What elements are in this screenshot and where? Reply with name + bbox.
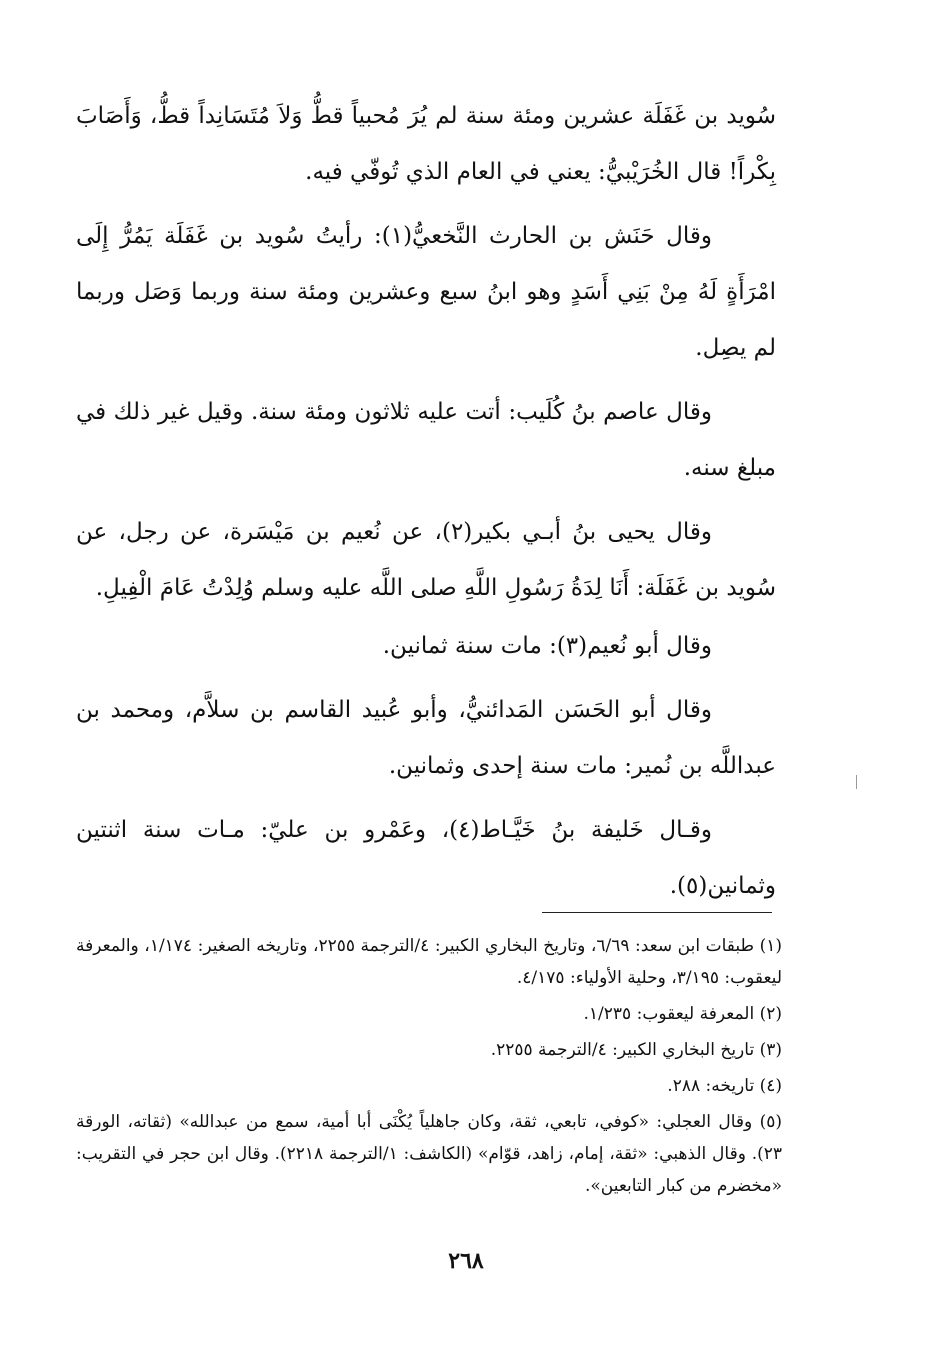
page-number: ٢٦٨: [448, 1248, 484, 1274]
paragraph: وقال حَنَش بن الحارث النَّخعيُّ(١): رأيتُ سُويد بن غَفَلَة يَمُرُّ إِلَى امْرَأَةٍ لَهُ مِنْ بَنِي أَسَدٍ وهو ابنُ سبع وعشرين ومئة سنة وربما وَصَل وربما لم يصِل.: [76, 223, 776, 361]
footnote: (٤) تاريخه: ٢٨٨.: [667, 1076, 782, 1096]
paragraph: وقال يحيى بنُ أبـي بكير(٢)، عن نُعيم بن مَيْسَرة، عن رجل، عن سُويد بن غَفَلَة: أَنَا لِدَةُ رَسُولِ اللَّهِ صلى اللَّه عليه وسلم وُلِدْتُ عَامَ الْفِيلِ.: [76, 519, 776, 601]
footnote: (١) طبقات ابن سعد: ٦/٦٩، وتاريخ البخاري الكبير: ٤/الترجمة ٢٢٥٥، وتاريخه الصغير: ١/١٧٤، والمعرفة ليعقوب: ٣/١٩٥، وحلية الأولياء: ٤/١٧٥.: [76, 936, 783, 988]
footnote: (٢) المعرفة ليعقوب: ١/٢٣٥.: [583, 1004, 782, 1024]
footnotes: [76, 930, 782, 1206]
paragraph: سُويد بن غَفَلَة عشرين ومئة سنة لم يُرَ مُحبياً قطُّ وَلاَ مُتَسَانِداً قطُّ، وَأَصَابَ بِكْراً! قال الخُرَيْبيُّ: يعني في العام الذي تُوفّي فيه.: [76, 103, 776, 185]
paragraph: وقال عاصم بنُ كُلَيب: أتت عليه ثلاثون ومئة سنة. وقيل غير ذلك في مبلغ سنه.: [76, 399, 776, 481]
paragraph: وقال أبو الحَسَن المَدائنيُّ، وأبو عُبيد القاسم بن سلاَّم، ومحمد بن عبداللَّه بن نُمير: مات سنة إحدى وثمانين.: [76, 697, 776, 779]
footnote: (٥) وقال العجلي: «كوفي، تابعي، ثقة، وكان جاهلياً يُكْنَى أبا أمية، سمع من عبدالله» (ثقاته، الورقة ٢٣). وقال الذهبي: «ثقة، إمام، زاهد، قوّام» (الكاشف: ١/الترجمة ٢٢١٨). وقال ابن حجر في التقريب: «مخضرم من كبار التابعين».: [76, 1112, 783, 1196]
scan-mark: [856, 775, 857, 789]
paragraph: وقال أبو نُعيم(٣): مات سنة ثمانين.: [382, 633, 712, 659]
footnote-separator: [542, 912, 772, 913]
paragraph: وقـال خَليفة بنُ خَيَّـاط(٤)، وعَمْرو بن عليّ: مـات سنة اثنتين وثمانين(٥).: [76, 817, 776, 899]
footnote: (٣) تاريخ البخاري الكبير: ٤/الترجمة ٢٢٥٥.: [490, 1040, 782, 1060]
main-text: [76, 88, 776, 922]
